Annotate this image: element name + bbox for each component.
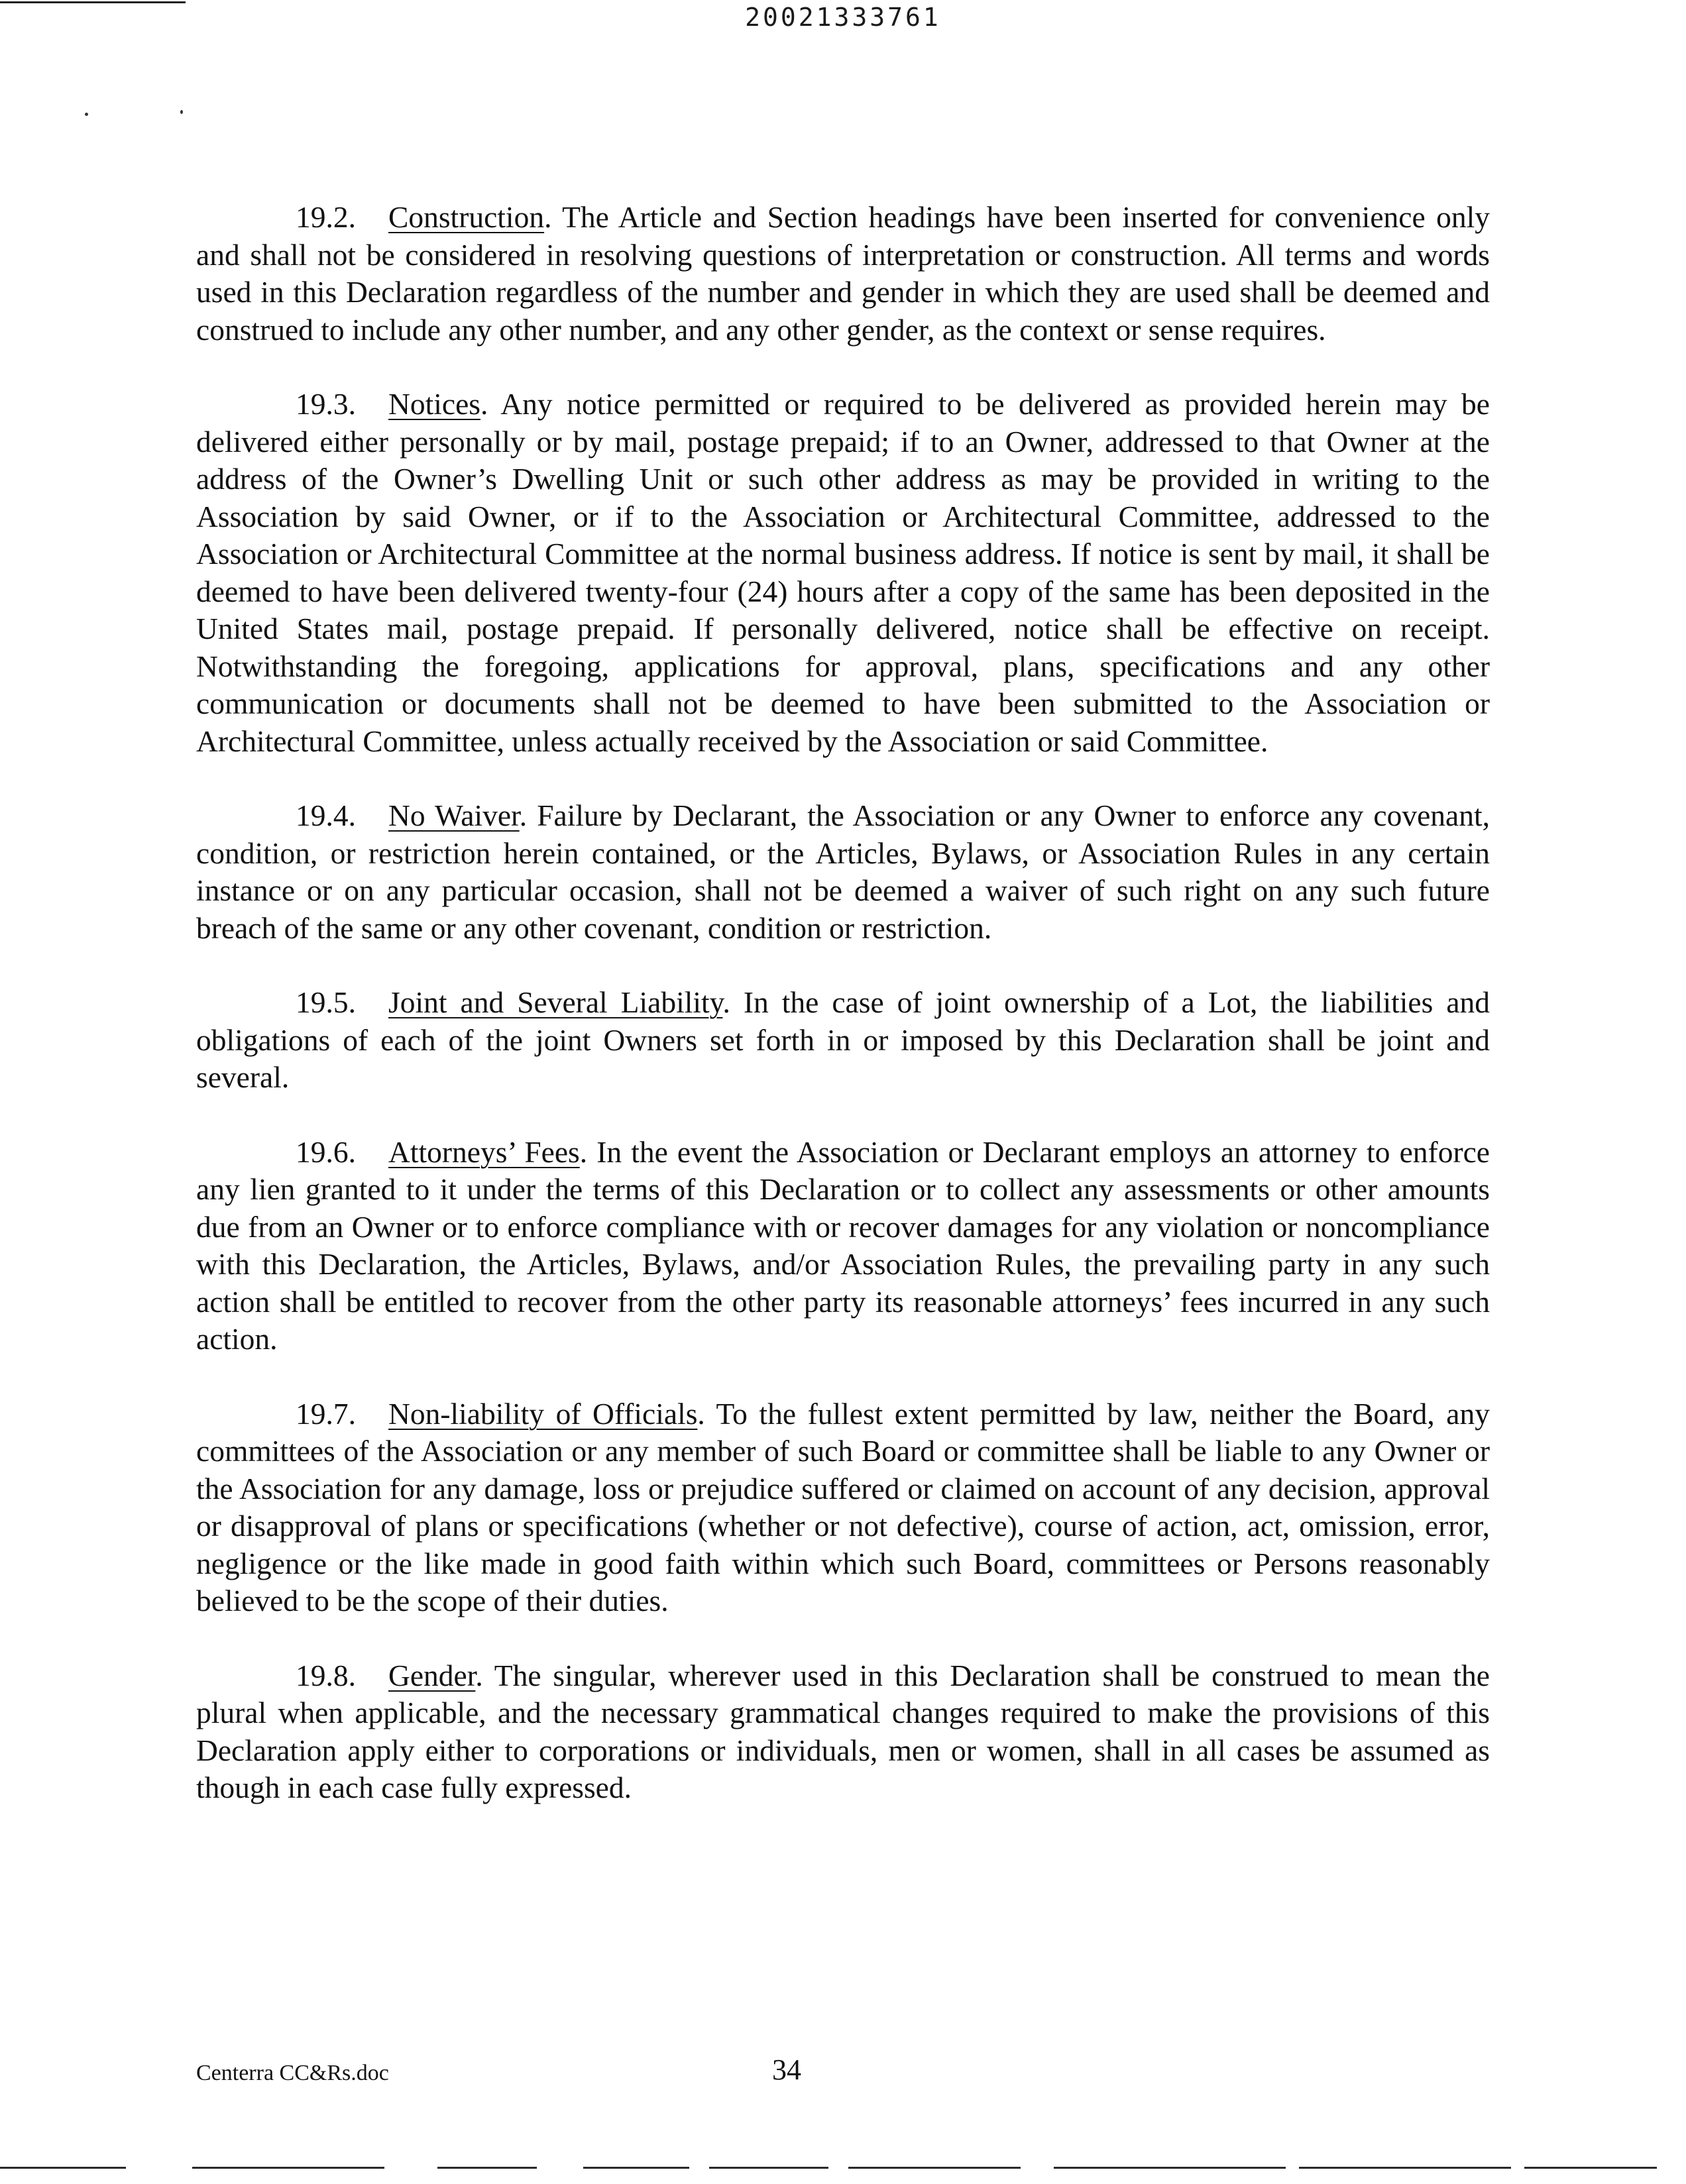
section-number: 19.5. xyxy=(296,985,356,1019)
footer-filename: Centerra CC&Rs.doc xyxy=(196,2061,389,2085)
section-number: 19.8. xyxy=(296,1658,356,1692)
section-19-7 xyxy=(196,1395,1490,1620)
section-number: 19.4. xyxy=(296,798,356,832)
section-heading: Non-liability of Officials xyxy=(388,1396,698,1431)
section-19-2 xyxy=(196,199,1490,349)
page-footer xyxy=(196,2053,1490,2093)
section-19-3 xyxy=(196,386,1490,760)
section-heading: Construction xyxy=(388,200,545,234)
scan-speck xyxy=(180,110,183,114)
scan-rule-segment xyxy=(848,2167,1021,2169)
scan-artifact-rules xyxy=(0,2167,1686,2169)
section-19-8 xyxy=(196,1657,1490,1807)
section-body: . In the event the Association or Declarant employs an attorney to enforce any lien granted to it under the terms of this Declaration or to collect any assessments or other amounts due from an Owner or to enforce compliance with or recover damages for any violation or noncompliance with this Declaration, the Articles, Bylaws, and/or Association Rules, the prevailing party in any such action shall be entitled to recover from the other party its reasonable attorneys’ fees incurred in any such action. xyxy=(196,1134,1490,1356)
scan-rule-segment xyxy=(0,2167,126,2169)
scan-rule-segment xyxy=(437,2167,537,2169)
section-19-4 xyxy=(196,797,1490,947)
scan-rule-segment xyxy=(1524,2167,1657,2169)
scan-speck xyxy=(85,113,88,116)
section-number: 19.2. xyxy=(296,200,356,234)
section-heading: Notices xyxy=(388,387,480,421)
section-number: 19.6. xyxy=(296,1134,356,1169)
scan-rule-segment xyxy=(709,2167,828,2169)
section-heading: Attorneys’ Fees xyxy=(388,1134,580,1169)
section-number: 19.7. xyxy=(296,1396,356,1431)
section-number: 19.3. xyxy=(296,387,356,421)
scan-rule-segment xyxy=(192,2167,384,2169)
scan-rule-segment xyxy=(583,2167,689,2169)
section-heading: No Waiver xyxy=(388,798,520,832)
section-body: . The Article and Section headings have been inserted for convenience only and shall not be considered in resolving questions of interpretation or construction. All terms and words used in this Declaration regardless of the number and gender in which they are used shall be deemed and construed to include any other number, and any other gender, as the context or sense requires. xyxy=(196,200,1490,347)
section-19-5 xyxy=(196,984,1490,1097)
section-body: . In the case of joint ownership of a Lot, the liabilities and obligations of each of the joint Owners set forth in or imposed by this Declaration shall be joint and several. xyxy=(196,985,1490,1094)
document-body xyxy=(196,199,1490,1844)
section-heading: Gender xyxy=(388,1658,476,1692)
section-heading: Joint and Several Liability xyxy=(388,985,723,1019)
section-body: . To the fullest extent permitted by law, neither the Board, any committees of the Association or any member of such Board or committee shall be liable to any Owner or the Association for any damage, loss or prejudice suffered or claimed on account of any decision, approval or disapproval of plans or specifications (whether or not defective), course of action, act, omission, error, negligence or the like made in good faith within which such Board, committees or Persons reasonably believed to be the scope of their duties. xyxy=(196,1396,1490,1617)
section-body: . Any notice permitted or required to be delivered as provided herein may be delivered either personally or by mail, postage prepaid; if to an Owner, addressed to that Owner at the address of the Owner’s Dwelling Unit or such other address as may be provided in writing to the Association by said Owner, or if to the Association or Architectural Committee, addressed to the Association or Architectural Committee at the normal business address. If notice is sent by mail, it shall be deemed to have been delivered twenty-four (24) hours after a copy of the same has been deposited in the United States mail, postage prepaid. If personally delivered, notice shall be effective on receipt. Notwithstanding the foregoing, applications for approval, plans, specifications and any other communication or documents shall not be deemed to have been submitted to the Association or Architectural Committee, unless actually received by the Association or said Committee. xyxy=(196,387,1490,758)
scan-rule-segment xyxy=(1054,2167,1286,2169)
document-id: 20021333761 xyxy=(745,3,941,32)
section-body: . Failure by Declarant, the Association or any Owner to enforce any covenant, condition, or restriction herein contained, or the Articles, Bylaws, or Association Rules in any certain instance or on any particular occasion, shall not be deemed a waiver of such right on any such future breach of the same or any other covenant, condition or restriction. xyxy=(196,798,1490,945)
section-body: . The singular, wherever used in this Declaration shall be construed to mean the plural when applicable, and the necessary grammatical changes required to make the provisions of this Declaration apply either to corporations or individuals, men or women, shall in all cases be assumed as though in each case fully expressed. xyxy=(196,1658,1490,1804)
page-number: 34 xyxy=(772,2053,801,2086)
scan-rule-segment xyxy=(1299,2167,1511,2169)
section-19-6 xyxy=(196,1134,1490,1358)
